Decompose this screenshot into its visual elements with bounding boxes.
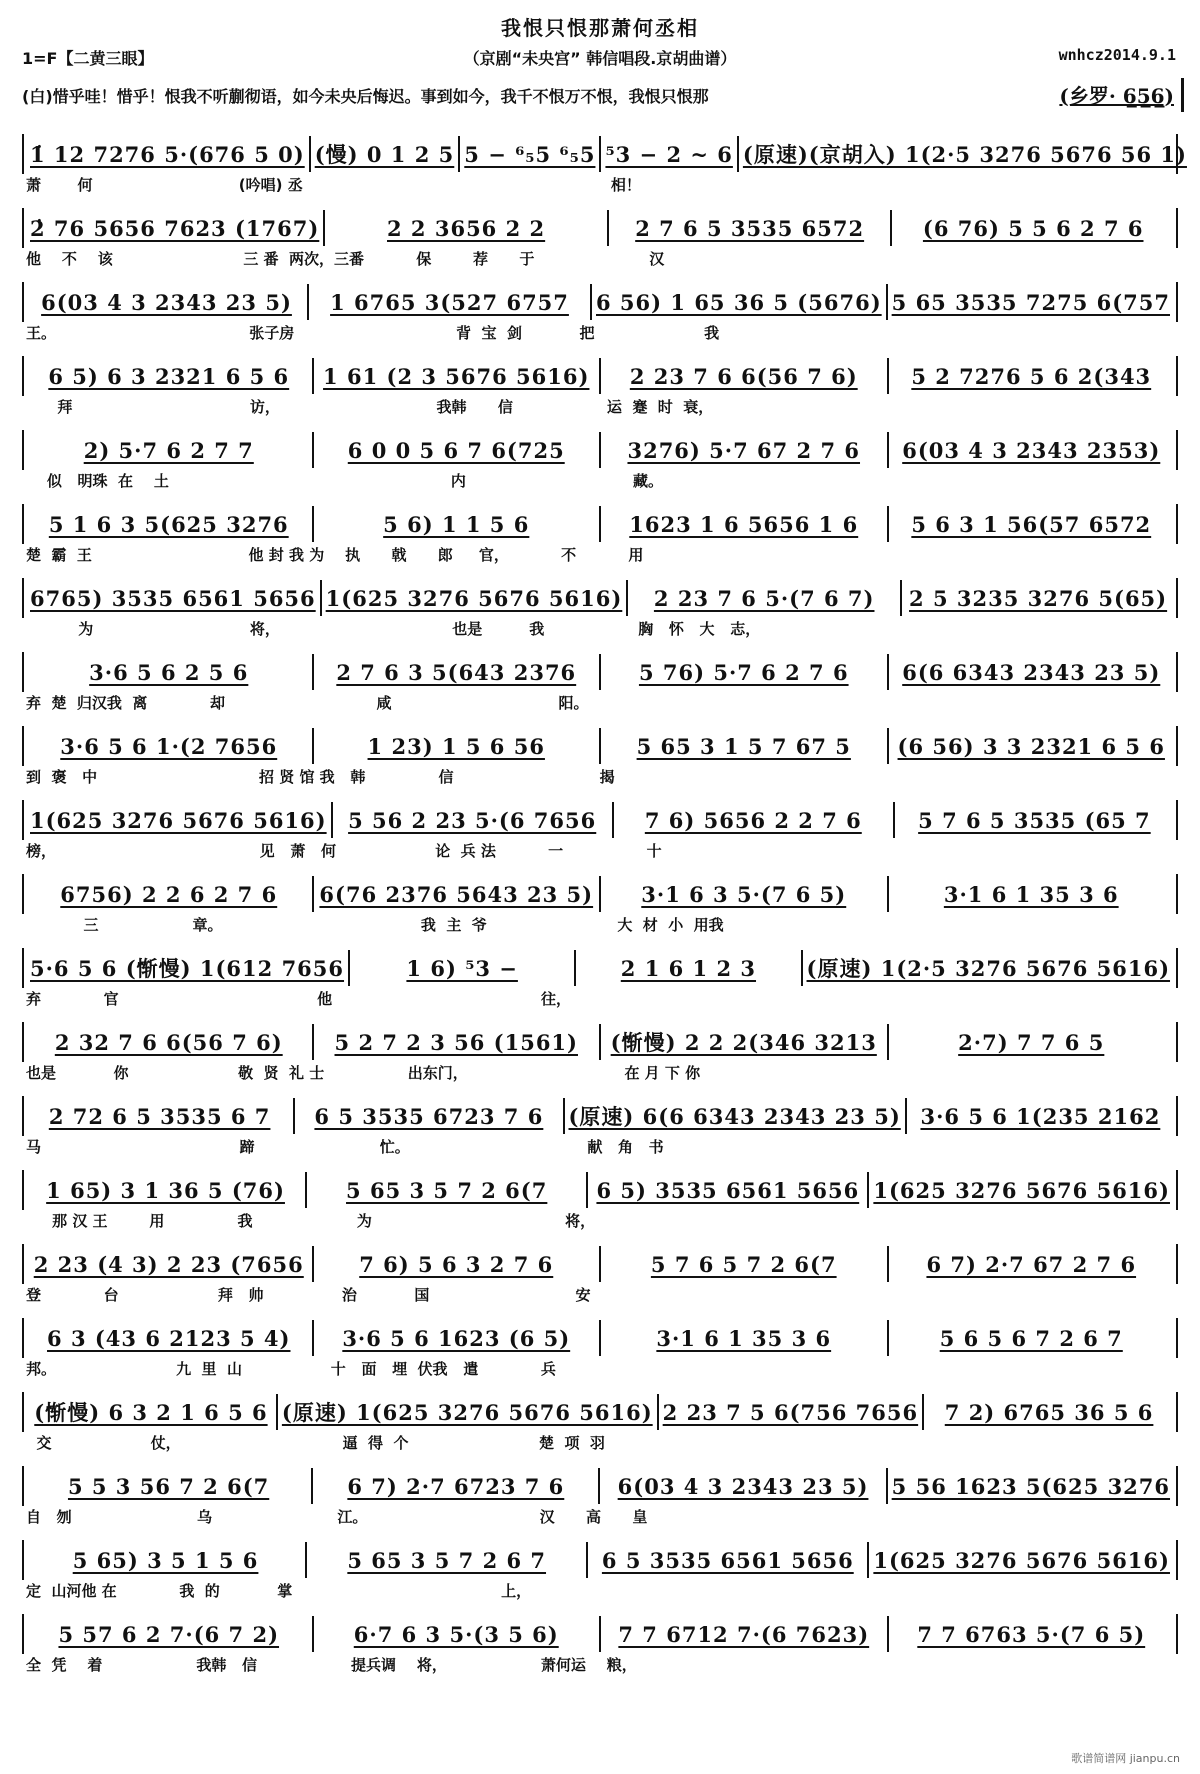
barline bbox=[1176, 1022, 1178, 1062]
barline bbox=[22, 430, 24, 470]
measure-notes: 2·7) 7 7 6 5 bbox=[958, 1029, 1105, 1055]
score-line bbox=[22, 272, 1178, 346]
measure-notes: (惭慢) 2 2 2(346 3213 bbox=[610, 1030, 877, 1055]
score-line bbox=[22, 1308, 1178, 1382]
measure-notes: 2 23 7 6 6(56 7 6) bbox=[629, 363, 858, 389]
lyric-line: 登 台 拜 帅 治 国 安 bbox=[26, 1286, 591, 1304]
measure-notes: 5 65) 3 5 1 5 6 bbox=[72, 1547, 259, 1573]
measure bbox=[659, 1394, 924, 1430]
measure-notes: 6 5) 6 3 2321 6 5 6 bbox=[48, 363, 290, 389]
lyric-line: 全 凭 着 我韩 信 提兵调 将， 萧何运 粮， bbox=[26, 1656, 637, 1674]
measure bbox=[889, 358, 1175, 394]
lyric-line: 拜 访， 我韩 信 运 蹇 时 衰， bbox=[26, 398, 714, 416]
measure-notes: 7 2) 6765 36 5 6 bbox=[944, 1399, 1154, 1425]
measure bbox=[26, 950, 350, 986]
measure bbox=[889, 1024, 1175, 1060]
measure-notes: 3·1 6 3 5·(7 6 5) bbox=[641, 881, 847, 907]
measure-row bbox=[26, 358, 1174, 394]
measure-notes: 1(625 3276 5676 5616) bbox=[873, 1547, 1170, 1573]
measure-row bbox=[26, 284, 1174, 320]
measure-notes: 1 61 (2 3 5676 5616) bbox=[323, 363, 590, 389]
measure-notes: (6 76) 5 5 6 2 7 6 bbox=[922, 215, 1144, 241]
measure-notes: 5 1 6 3 5(625 3276 bbox=[48, 511, 289, 537]
measure-row bbox=[26, 1394, 1174, 1430]
measure bbox=[601, 1616, 889, 1652]
measure-notes: (6 56) 3 3 2321 6 5 6 bbox=[897, 733, 1165, 759]
measure bbox=[892, 210, 1174, 246]
barline bbox=[22, 1614, 24, 1654]
barline bbox=[1176, 948, 1178, 988]
score-line bbox=[22, 790, 1178, 864]
measure-notes: 5 65 3 5 7 2 6(7 bbox=[346, 1177, 548, 1203]
lyric-line: 三 章。 我 主 爷 大 材 小 用我 bbox=[26, 916, 724, 934]
measure bbox=[26, 580, 322, 616]
measure bbox=[26, 1246, 314, 1282]
lyric-line: 王。 张子房 背 宝 剑 把 我 bbox=[26, 324, 720, 342]
measure bbox=[26, 1098, 295, 1134]
measure-row bbox=[26, 728, 1174, 764]
barline bbox=[22, 1244, 24, 1284]
measure-notes: 6 7) 2·7 67 2 7 6 bbox=[926, 1251, 1137, 1277]
measure-notes: 6765) 3535 6561 5656 bbox=[30, 585, 316, 611]
measure bbox=[601, 1320, 889, 1356]
measure-row bbox=[26, 1542, 1174, 1578]
measure bbox=[26, 654, 314, 690]
measure-notes: 1(625 3276 5676 5616) bbox=[30, 807, 327, 833]
measure bbox=[26, 1542, 307, 1578]
lyric-line: 也是 你 敬 贤 礼 士 出东门， 在 月 下 你 bbox=[26, 1064, 701, 1082]
barline bbox=[22, 1540, 24, 1580]
measure-notes: 2 5 3235 3276 5(65) bbox=[909, 585, 1168, 611]
lyric-line: 弃 官 他 往， bbox=[26, 990, 571, 1008]
score-subtitle: （京剧“未央宫” 韩信唱段.京胡曲谱） bbox=[463, 49, 737, 68]
barline bbox=[22, 726, 24, 766]
measure bbox=[307, 1172, 588, 1208]
measure-notes: 2 7 6 3 5(643 2376 bbox=[336, 659, 577, 685]
score-title: 我恨只恨那萧何丞相 bbox=[501, 16, 699, 40]
measure bbox=[576, 950, 802, 986]
score-line bbox=[22, 346, 1178, 420]
measure bbox=[314, 358, 602, 394]
measure bbox=[895, 802, 1174, 838]
measure-notes: (原速) 6(6 6343 2343 23 5) bbox=[568, 1104, 901, 1129]
barline bbox=[22, 800, 24, 840]
measure-notes: 5 6 3 1 56(57 6572 bbox=[911, 511, 1152, 537]
measure bbox=[26, 432, 314, 468]
measure-notes: 5 57 6 2 7·(6 7 2) bbox=[58, 1621, 280, 1647]
measure-notes: 6 5 3535 6561 5656 bbox=[601, 1547, 854, 1573]
measure-notes: 3·6 5 6 1(235 2162 bbox=[920, 1103, 1161, 1129]
measure bbox=[314, 728, 602, 764]
measure-notes: 6·7 6 3 5·(3 5 6) bbox=[353, 1621, 559, 1647]
measure bbox=[889, 728, 1175, 764]
measure-notes: 5·6 5 6 (惭慢) 1(612 7656 bbox=[30, 956, 345, 981]
measure bbox=[460, 136, 601, 172]
measure-notes: 2̇ 76 5656 7623 (1767) bbox=[30, 215, 320, 241]
measure-notes: 3·1 6 1 35 3 6 bbox=[656, 1325, 832, 1351]
measure bbox=[803, 950, 1174, 986]
barline bbox=[22, 134, 24, 174]
measure-notes: 5 2 7276 5 6 2(343 bbox=[911, 363, 1152, 389]
score-line bbox=[22, 568, 1178, 642]
measure bbox=[26, 210, 325, 246]
barline bbox=[1176, 1170, 1178, 1210]
measure bbox=[739, 136, 1191, 172]
score-line bbox=[22, 420, 1178, 494]
measure-notes: 3·6 5 6 2 5 6 bbox=[89, 659, 249, 685]
measure-notes: 3·6 5 6 1623 (6 5) bbox=[342, 1325, 571, 1351]
measure-row bbox=[26, 1024, 1174, 1060]
score-line bbox=[22, 1234, 1178, 1308]
barline bbox=[1176, 800, 1178, 840]
measure-notes: 5 7 6 5 7 2 6(7 bbox=[650, 1251, 837, 1277]
measure bbox=[889, 876, 1175, 912]
barline bbox=[1176, 504, 1178, 544]
measure-notes: 1̇ 12 7276 5·(676 5 0) bbox=[30, 141, 305, 167]
measure bbox=[26, 136, 311, 172]
measure bbox=[314, 1246, 602, 1282]
measure-notes: ⁵3 − 2 ~ 6 bbox=[605, 141, 733, 167]
measure-notes: 1623 1 6 5656 1 6 bbox=[629, 511, 859, 537]
measure-notes: 6 3 (43 6 2123 5 4) bbox=[47, 1325, 291, 1351]
barline bbox=[1176, 726, 1178, 766]
barline bbox=[1176, 430, 1178, 470]
measure-notes: 1 6765 3(527 6757 bbox=[330, 289, 569, 315]
measure bbox=[311, 136, 461, 172]
measure-notes: 1(625 3276 5676 5616) bbox=[873, 1177, 1170, 1203]
score-line bbox=[22, 124, 1187, 198]
measure-notes: 7 7 6763 5·(7 6 5) bbox=[917, 1621, 1146, 1647]
measure bbox=[614, 802, 895, 838]
measure-row bbox=[26, 136, 1187, 172]
measure bbox=[26, 1468, 313, 1504]
measure-row bbox=[26, 1468, 1174, 1504]
measure bbox=[601, 1246, 889, 1282]
lyric-line: 邦。 九 里 山 十 面 埋 伏我 遣 兵 bbox=[26, 1360, 556, 1378]
measure bbox=[278, 1394, 659, 1430]
measure-notes: 7 6) 5656 2 2 7 6 bbox=[644, 807, 862, 833]
score-line bbox=[22, 1456, 1178, 1530]
measure-row bbox=[26, 1246, 1174, 1282]
intro-notes: (乡罗· 6̲5̲6̲) bbox=[1059, 84, 1174, 108]
measure-row bbox=[26, 432, 1174, 468]
barline bbox=[22, 652, 24, 692]
key-signature: 1=F【二黄三眼】 bbox=[22, 49, 154, 68]
measure bbox=[26, 1320, 314, 1356]
measure-notes: 2 23 7 5 6(756 7656 bbox=[662, 1399, 919, 1425]
measure-notes: 5 65 3 1 5 7 67 5 bbox=[636, 733, 851, 759]
measure bbox=[601, 136, 738, 172]
lyric-line: 弃 楚 归汉我 离 却 咸 阳。 bbox=[26, 694, 589, 712]
measure-notes: 6(76 2376 5643 23 5) bbox=[319, 881, 594, 907]
measure bbox=[601, 728, 889, 764]
barline bbox=[22, 282, 24, 322]
lyric-line: 为 将， 也是 我 胸 怀 大 志， bbox=[26, 620, 761, 638]
barline bbox=[22, 1392, 24, 1432]
score-body bbox=[22, 124, 1187, 1678]
lyric-line: 他 不 该 三 番 两次，三番 保 荐 于 汉 bbox=[26, 250, 665, 268]
measure bbox=[314, 432, 602, 468]
barline bbox=[22, 356, 24, 396]
measure-notes: (原速)(京胡入) 1(2·5 3276 5676 56 1) bbox=[742, 142, 1187, 167]
measure-notes: 6 5 3535 6723 7 6 bbox=[314, 1103, 544, 1129]
spoken-intro: (白)惜乎哇！惜乎！恨我不听蒯彻语，如今未央后悔迟。事到如今，我千不恨万不恨，我恨只恨那 bbox=[22, 87, 709, 106]
score-line bbox=[22, 494, 1178, 568]
measure bbox=[314, 506, 602, 542]
measure bbox=[888, 1468, 1174, 1504]
measure-notes: 5 56 2 23 5·(6 7656 bbox=[348, 807, 597, 833]
measure-notes: 6(03 4 3 2343 2353) bbox=[902, 437, 1161, 463]
measure bbox=[601, 654, 889, 690]
barline bbox=[22, 208, 24, 248]
measure-notes: 5 76) 5·7 6 2 7 6 bbox=[638, 659, 849, 685]
measure bbox=[600, 1468, 887, 1504]
measure-notes: 1(625 3276 5676 5616) bbox=[325, 585, 623, 611]
measure bbox=[26, 1172, 307, 1208]
measure bbox=[889, 1616, 1175, 1652]
measure-notes: 7 7 6712 7·(6 7623) bbox=[618, 1621, 870, 1647]
measure bbox=[869, 1172, 1174, 1208]
measure bbox=[601, 432, 889, 468]
measure bbox=[26, 728, 314, 764]
barline bbox=[1176, 1466, 1178, 1506]
measure bbox=[889, 1320, 1175, 1356]
measure bbox=[313, 1468, 600, 1504]
measure bbox=[309, 284, 592, 320]
measure-row bbox=[26, 654, 1174, 690]
measure-notes: 5 2 7 2 3 56 (1561) bbox=[334, 1029, 578, 1055]
measure bbox=[26, 1616, 314, 1652]
measure bbox=[601, 876, 889, 912]
measure-notes: 5 7 6 5 3535 (65 7 bbox=[918, 807, 1151, 833]
measure-row bbox=[26, 210, 1174, 246]
measure bbox=[26, 876, 314, 912]
measure bbox=[325, 210, 609, 246]
score-line bbox=[22, 1382, 1178, 1456]
measure-notes: 1 65) 3 1 36 5 (76) bbox=[46, 1177, 285, 1203]
barline bbox=[1176, 1614, 1178, 1654]
measure-row bbox=[26, 1320, 1174, 1356]
measure-notes: 6 56) 1 65 36 5 (5676) bbox=[596, 289, 882, 315]
measure bbox=[628, 580, 902, 616]
measure bbox=[601, 506, 889, 542]
lyric-line: 到 褒 中 招 贤 馆 我 韩 信 揭 bbox=[26, 768, 615, 786]
measure-notes: 2 23 (4 3) 2 23 (7656 bbox=[33, 1251, 304, 1277]
barline bbox=[1181, 78, 1184, 112]
measure-notes: (慢) 0 1 2 5 bbox=[314, 142, 455, 167]
barline bbox=[1176, 208, 1178, 248]
measure-notes: 5 5 3 56 7 2 6(7 bbox=[67, 1473, 270, 1499]
measure-notes: 3·1 6 1 35 3 6 bbox=[943, 881, 1119, 907]
measure-notes: (惭慢) 6 3 2 1 6 5 6 bbox=[34, 1400, 268, 1425]
measure-notes: 2 23 7 6 5·(7 6 7) bbox=[653, 585, 875, 611]
score-line bbox=[22, 864, 1178, 938]
measure-notes: 7 6) 5 6 3 2 7 6 bbox=[359, 1251, 554, 1277]
lyric-line: 似 明珠 在 土 内 藏。 bbox=[26, 472, 663, 490]
score-line bbox=[22, 198, 1178, 272]
measure bbox=[924, 1394, 1174, 1430]
measure bbox=[26, 284, 309, 320]
lyric-line: 马 蹄 忙。 献 角 书 bbox=[26, 1138, 664, 1156]
barline bbox=[1176, 356, 1178, 396]
measure bbox=[322, 580, 629, 616]
measure bbox=[350, 950, 576, 986]
measure bbox=[26, 1394, 278, 1430]
measure-row bbox=[26, 802, 1174, 838]
measure bbox=[869, 1542, 1174, 1578]
measure-notes: 2 72 6 5 3535 6 7 bbox=[48, 1103, 271, 1129]
barline bbox=[22, 874, 24, 914]
barline bbox=[22, 1096, 24, 1136]
measure-notes: 6 5) 3535 6561 5656 bbox=[596, 1177, 860, 1203]
measure bbox=[592, 284, 888, 320]
measure-notes: 6 7) 2·7 6723 7 6 bbox=[347, 1473, 565, 1499]
barline bbox=[1176, 282, 1178, 322]
barline bbox=[1176, 874, 1178, 914]
measure bbox=[889, 654, 1175, 690]
barline bbox=[22, 504, 24, 544]
measure-notes: 1 23) 1 5 6 56 bbox=[367, 733, 545, 759]
measure bbox=[307, 1542, 588, 1578]
measure-notes: 6 0 0 5 6 7 6(725 bbox=[347, 437, 565, 463]
lyric-line: 定 山河他 在 我 的 掌 上， bbox=[26, 1582, 532, 1600]
score-line bbox=[22, 938, 1178, 1012]
measure-row bbox=[26, 1616, 1174, 1652]
measure-row bbox=[26, 1098, 1174, 1134]
measure-notes: 2 2 3656 2 2 bbox=[387, 215, 546, 241]
score-line bbox=[22, 1604, 1178, 1678]
measure bbox=[26, 358, 314, 394]
measure-notes: 2) 5·7 6 2 7 7 bbox=[83, 437, 254, 463]
measure-notes: 1 6) ⁵3 − bbox=[406, 955, 518, 981]
measure-notes: 6756) 2 2 6 2 7 6 bbox=[60, 881, 278, 907]
measure-notes: 2 7 6 5 3535 6572 bbox=[635, 215, 865, 241]
lyric-line: 萧 何 (吟唱) 丞 相！ bbox=[26, 176, 641, 194]
lyric-line: 交 仗， 逼 得 个 楚 项 羽 bbox=[26, 1434, 605, 1452]
score-line bbox=[22, 716, 1178, 790]
measure bbox=[314, 654, 602, 690]
measure-notes: 2 32 7 6 6(56 7 6) bbox=[54, 1029, 283, 1055]
measure-notes: 5 6) 1 1 5 6 bbox=[383, 511, 530, 537]
measure-row bbox=[26, 876, 1174, 912]
measure bbox=[889, 432, 1175, 468]
measure bbox=[588, 1542, 869, 1578]
barline bbox=[1176, 1244, 1178, 1284]
lyric-line: 楚 霸 王 他 封 我 为 执 戟 郎 官， 不 用 bbox=[26, 546, 644, 564]
measure bbox=[601, 1024, 889, 1060]
measure bbox=[889, 506, 1175, 542]
measure bbox=[26, 506, 314, 542]
measure bbox=[889, 1246, 1175, 1282]
measure-notes: 5 56 1623 5(625 3276 bbox=[891, 1473, 1171, 1499]
barline bbox=[22, 1022, 24, 1062]
score-line bbox=[22, 1530, 1178, 1604]
measure bbox=[907, 1098, 1174, 1134]
measure-notes: 3·6 5 6 1·(2 7656 bbox=[60, 733, 278, 759]
measure bbox=[314, 1320, 602, 1356]
lyric-line: 榜， 见 萧 何 论 兵 法 一 十 bbox=[26, 842, 662, 860]
watermark: 歌谱简谱网 jianpu.cn bbox=[1071, 1752, 1180, 1765]
measure bbox=[588, 1172, 869, 1208]
barline bbox=[1176, 1540, 1178, 1580]
barline bbox=[22, 948, 24, 988]
measure bbox=[333, 802, 614, 838]
measure bbox=[888, 284, 1174, 320]
measure-notes: 5 65 3535 7275 6(757 bbox=[891, 289, 1170, 315]
measure-row bbox=[26, 506, 1174, 542]
score-source: wnhcz2014.9.1 bbox=[1058, 46, 1176, 64]
barline bbox=[1176, 1318, 1178, 1358]
lyric-line: 自 刎 乌 江。 汉 高 皇 bbox=[26, 1508, 648, 1526]
measure bbox=[609, 210, 893, 246]
measure bbox=[902, 580, 1174, 616]
measure-notes: 6(6 6343 2343 23 5) bbox=[902, 659, 1161, 685]
measure bbox=[601, 358, 889, 394]
measure-notes: 5 − ⁶₅5 ⁶₅5 bbox=[464, 141, 596, 167]
measure-notes: 6(03 4 3 2343 23 5) bbox=[41, 289, 292, 315]
measure-notes: 5 6 5 6 7 2 6 7 bbox=[939, 1325, 1123, 1351]
measure-row bbox=[26, 580, 1174, 616]
barline bbox=[1176, 1392, 1178, 1432]
measure bbox=[295, 1098, 564, 1134]
barline bbox=[22, 1318, 24, 1358]
measure-notes: 6(03 4 3 2343 23 5) bbox=[617, 1473, 869, 1499]
measure bbox=[314, 876, 602, 912]
score-line bbox=[22, 642, 1178, 716]
measure bbox=[565, 1098, 907, 1134]
measure-notes: 5 65 3 5 7 2 6 7 bbox=[347, 1547, 547, 1573]
score-line bbox=[22, 1160, 1178, 1234]
measure-notes: (原速) 1(625 3276 5676 5616) bbox=[281, 1400, 653, 1425]
measure bbox=[314, 1024, 602, 1060]
score-line bbox=[22, 1086, 1178, 1160]
barline bbox=[22, 1170, 24, 1210]
barline bbox=[1176, 652, 1178, 692]
barline bbox=[1176, 578, 1178, 618]
measure-notes: (原速) 1(2·5 3276 5676 5616) bbox=[806, 956, 1171, 981]
measure-notes: 2 1 6 1 2 3 bbox=[620, 955, 757, 981]
measure-row bbox=[26, 950, 1174, 986]
measure bbox=[26, 802, 333, 838]
measure-notes: 3276) 5·7 67 2 7 6 bbox=[627, 437, 861, 463]
barline bbox=[1176, 1096, 1178, 1136]
measure bbox=[314, 1616, 602, 1652]
score-line bbox=[22, 1012, 1178, 1086]
measure bbox=[26, 1024, 314, 1060]
lyric-line: 那 汉 王 用 我 为 将， bbox=[26, 1212, 596, 1230]
measure-row bbox=[26, 1172, 1174, 1208]
barline bbox=[22, 1466, 24, 1506]
barline bbox=[22, 578, 24, 618]
